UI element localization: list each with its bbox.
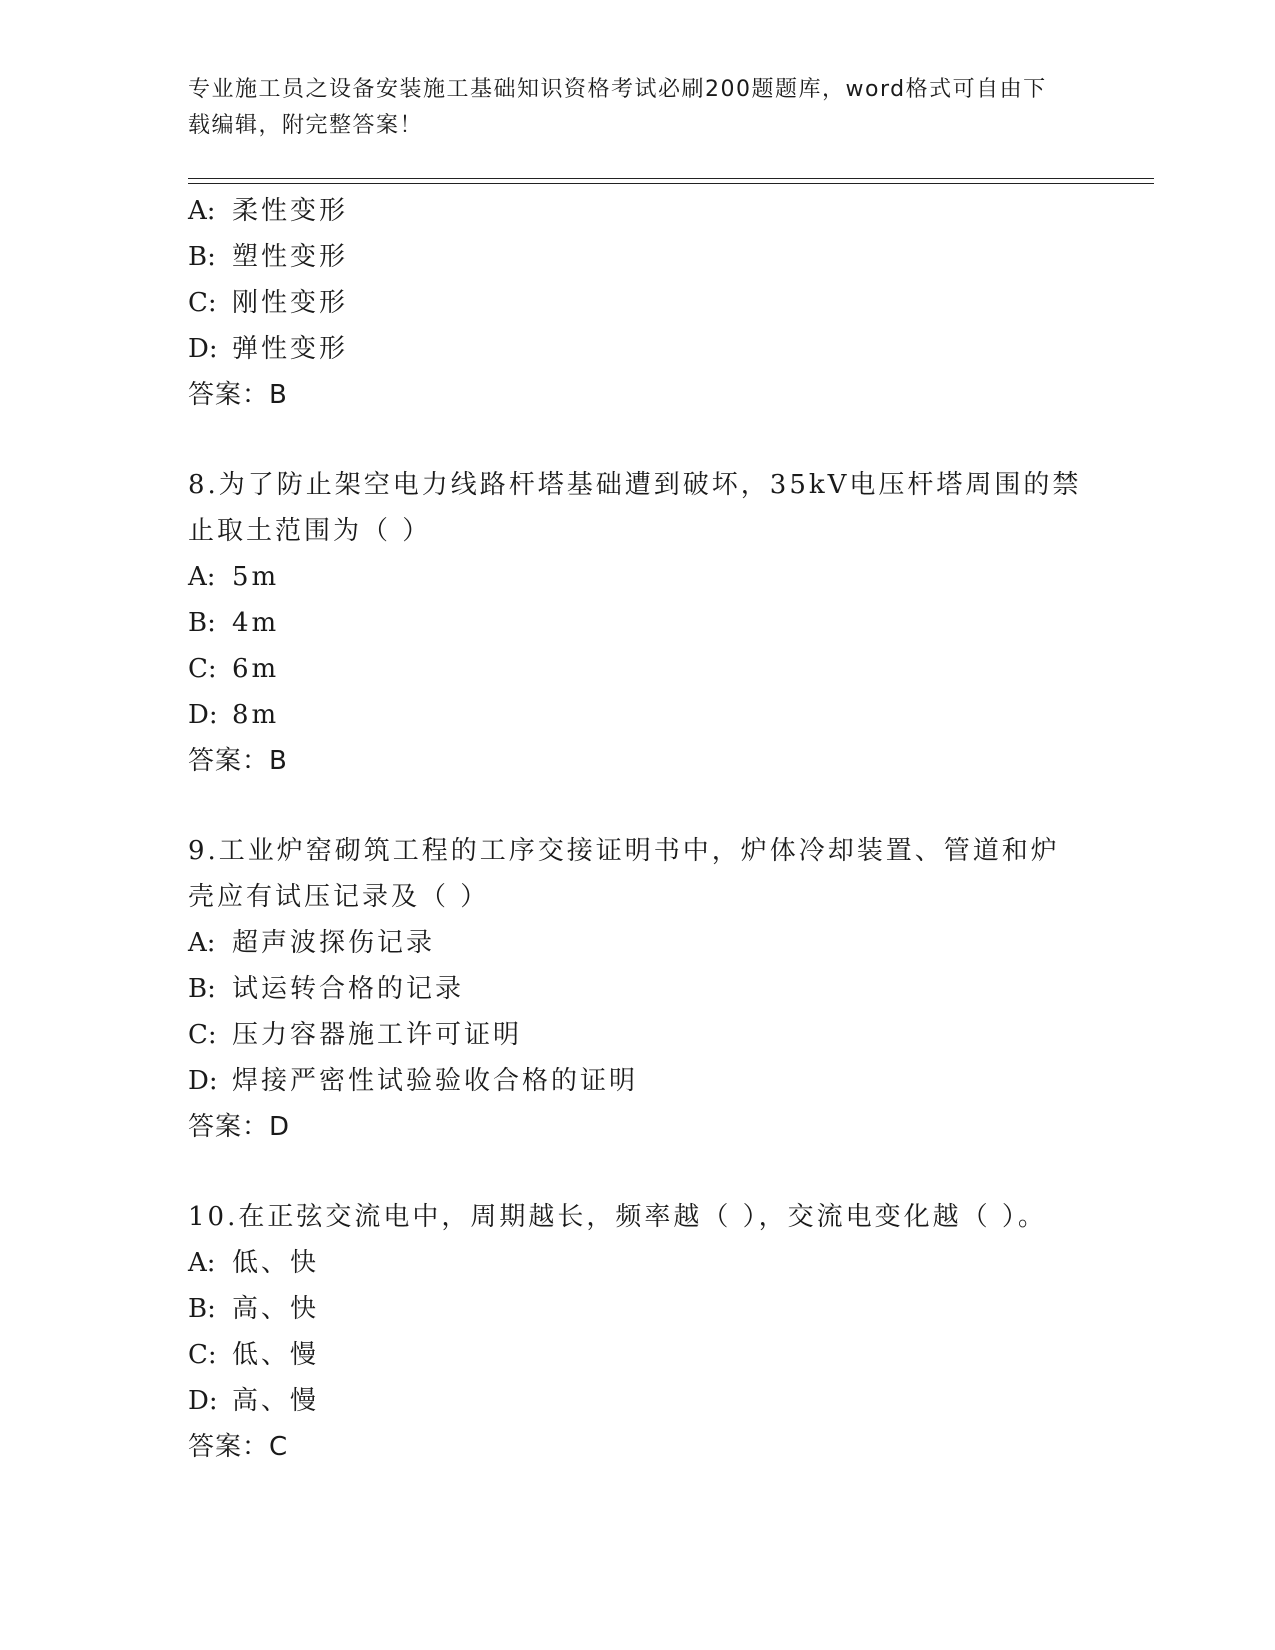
- question-block-10: [188, 1194, 1088, 1470]
- option-text: 弹性变形: [232, 334, 349, 364]
- answer-line: 答案：B: [188, 746, 288, 776]
- block-spacer: [188, 1150, 1088, 1194]
- option-key: A:: [188, 1248, 216, 1278]
- option-text: 焊接严密性试验验收合格的证明: [232, 1066, 639, 1096]
- option-text: 8m: [232, 700, 280, 730]
- block-spacer: [188, 418, 1088, 462]
- answer-line: 答案：D: [188, 1112, 291, 1142]
- option-text: 刚性变形: [232, 288, 349, 318]
- option-b: [188, 600, 1088, 646]
- option-c: [188, 280, 1088, 326]
- option-b: [188, 966, 1088, 1012]
- option-key: A:: [188, 928, 216, 958]
- option-c: [188, 1012, 1088, 1058]
- option-c: [188, 646, 1088, 692]
- option-key: B:: [188, 974, 216, 1004]
- option-text: 6m: [232, 654, 280, 684]
- option-text: 5m: [232, 562, 280, 592]
- question-block-8: [188, 462, 1088, 784]
- option-text: 低、慢: [232, 1340, 320, 1370]
- option-key: A:: [188, 196, 216, 226]
- option-text: 低、快: [232, 1248, 320, 1278]
- question-block-7: [188, 188, 1088, 418]
- header-divider-bottom: [188, 183, 1154, 184]
- option-a: [188, 188, 1088, 234]
- question-text: 9.工业炉窑砌筑工程的工序交接证明书中，炉体冷却装置、管道和炉壳应有试压记录及（ ）: [188, 836, 1060, 912]
- question-list: [188, 188, 1088, 1470]
- option-key: A:: [188, 562, 216, 592]
- header-divider-top: [188, 178, 1154, 179]
- option-b: [188, 1286, 1088, 1332]
- option-key: C:: [188, 1340, 217, 1370]
- option-text: 高、慢: [232, 1386, 320, 1416]
- question-text: 8.为了防止架空电力线路杆塔基础遭到破坏，35kV电压杆塔周围的禁止取土范围为（ ）: [188, 470, 1082, 546]
- option-key: C:: [188, 654, 217, 684]
- option-c: [188, 1332, 1088, 1378]
- option-text: 柔性变形: [232, 196, 349, 226]
- question-text: 10.在正弦交流电中，周期越长，频率越（ ），交流电变化越（ ）。: [188, 1202, 1047, 1232]
- answer-line: 答案：C: [188, 1432, 289, 1462]
- option-a: [188, 554, 1088, 600]
- option-text: 塑性变形: [232, 242, 349, 272]
- option-key: C:: [188, 288, 217, 318]
- option-a: [188, 920, 1088, 966]
- option-key: C:: [188, 1020, 217, 1050]
- answer-line: 答案：B: [188, 380, 288, 410]
- option-d: [188, 326, 1088, 372]
- option-b: [188, 234, 1088, 280]
- option-key: D:: [188, 1066, 218, 1096]
- option-text: 压力容器施工许可证明: [232, 1020, 523, 1050]
- block-spacer: [188, 784, 1088, 828]
- option-d: [188, 1058, 1088, 1104]
- option-key: B:: [188, 608, 216, 638]
- option-text: 4m: [232, 608, 280, 638]
- option-key: B:: [188, 1294, 216, 1324]
- option-text: 高、快: [232, 1294, 320, 1324]
- option-key: D:: [188, 1386, 218, 1416]
- option-a: [188, 1240, 1088, 1286]
- option-text: 试运转合格的记录: [232, 974, 465, 1004]
- option-d: [188, 692, 1088, 738]
- document-header: 专业施工员之设备安装施工基础知识资格考试必刷200题题库，word格式可自由下载编辑，附完整答案！: [188, 77, 1047, 138]
- question-block-9: [188, 828, 1088, 1150]
- option-d: [188, 1378, 1088, 1424]
- option-key: B:: [188, 242, 216, 272]
- option-key: D:: [188, 334, 218, 364]
- option-key: D:: [188, 700, 218, 730]
- option-text: 超声波探伤记录: [232, 928, 436, 958]
